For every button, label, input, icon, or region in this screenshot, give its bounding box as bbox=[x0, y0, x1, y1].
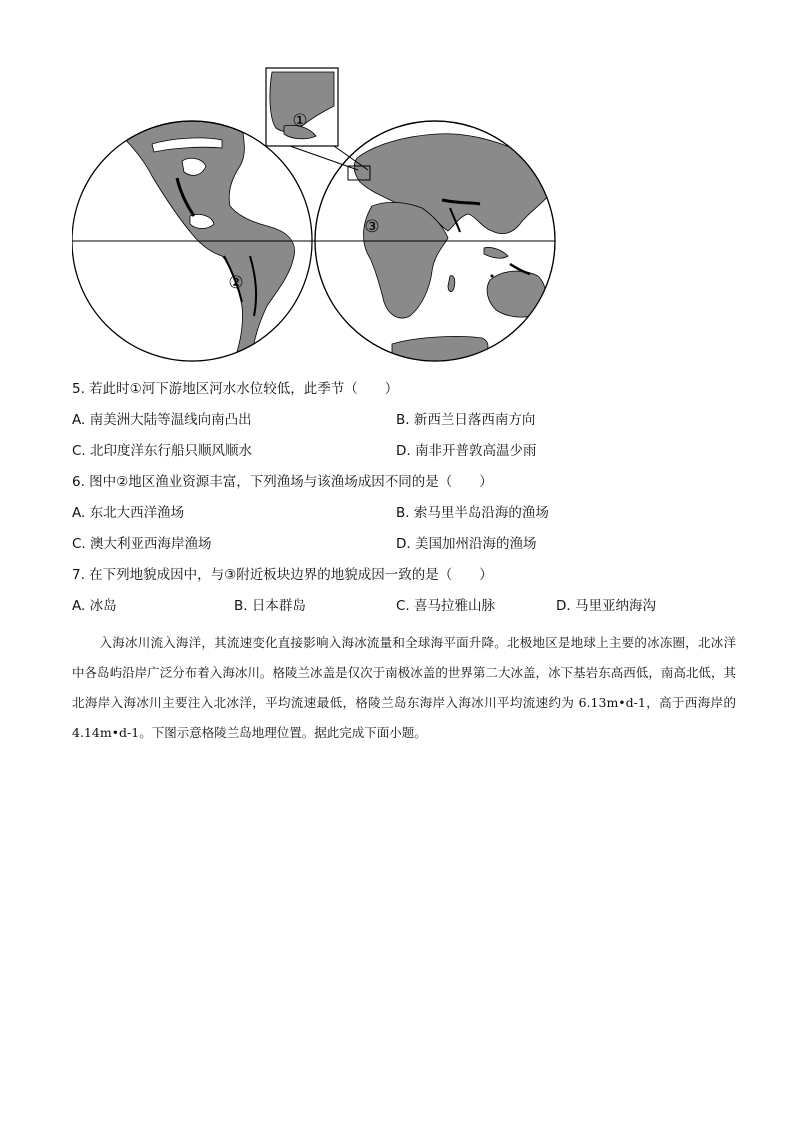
q7-option-a: A. 冰岛 bbox=[72, 598, 117, 614]
passage-text: 入海冰川流入海洋，其流速变化直接影响入海冰流量和全球海平面升降。北极地区是地球上主要的冰冻圈，北冰洋中各岛屿沿岸广泛分布着入海冰川。格陵兰冰盖是仅次于南极冰盖的世界第二大冰盖，冰下基岩东高西低，南高北低，其北海岸入海冰川主要注入北冰洋，平均流速最低，格陵兰岛东海岸入海冰川平均流速约为 6.13m•d-1，高于西海岸的 4.14m•d-1。下图示意格陵兰岛地理位置。据此完成下面小题。 bbox=[72, 635, 736, 740]
world-map-figure bbox=[72, 66, 562, 362]
q6-option-a: A. 东北大西洋渔场 bbox=[72, 505, 185, 521]
western-hemisphere bbox=[72, 121, 312, 362]
q5-option-c: C. 北印度洋东行船只顺风顺水 bbox=[72, 443, 253, 459]
marker-1-label: ① bbox=[292, 111, 308, 131]
q5-option-a: A. 南美洲大陆等温线向南凸出 bbox=[72, 412, 252, 428]
q6-option-c: C. 澳大利亚西海岸渔场 bbox=[72, 536, 212, 552]
q5-option-d: D. 南非开普敦高温少雨 bbox=[396, 443, 537, 459]
q7-option-d: D. 马里亚纳海沟 bbox=[556, 598, 656, 614]
q7-option-b: B. 日本群岛 bbox=[234, 598, 306, 614]
q6-option-b: B. 索马里半岛沿海的渔场 bbox=[396, 505, 549, 521]
question-6-stem: 6. 图中②地区渔业资源丰富，下列渔场与该渔场成因不同的是（ ） bbox=[72, 474, 493, 490]
q7-option-c: C. 喜马拉雅山脉 bbox=[396, 598, 496, 614]
question-5-stem: 5. 若此时①河下游地区河水水位较低，此季节（ ） bbox=[72, 381, 399, 397]
question-7-stem: 7. 在下列地貌成因中，与③附近板块边界的地貌成因一致的是（ ） bbox=[72, 567, 493, 583]
reading-passage bbox=[72, 628, 736, 748]
marker-3-label: ③ bbox=[364, 217, 380, 237]
q5-option-b: B. 新西兰日落西南方向 bbox=[396, 412, 536, 428]
marker-2-label: ② bbox=[228, 273, 244, 293]
q6-option-d: D. 美国加州沿海的渔场 bbox=[396, 536, 537, 552]
eastern-hemisphere bbox=[315, 121, 555, 362]
